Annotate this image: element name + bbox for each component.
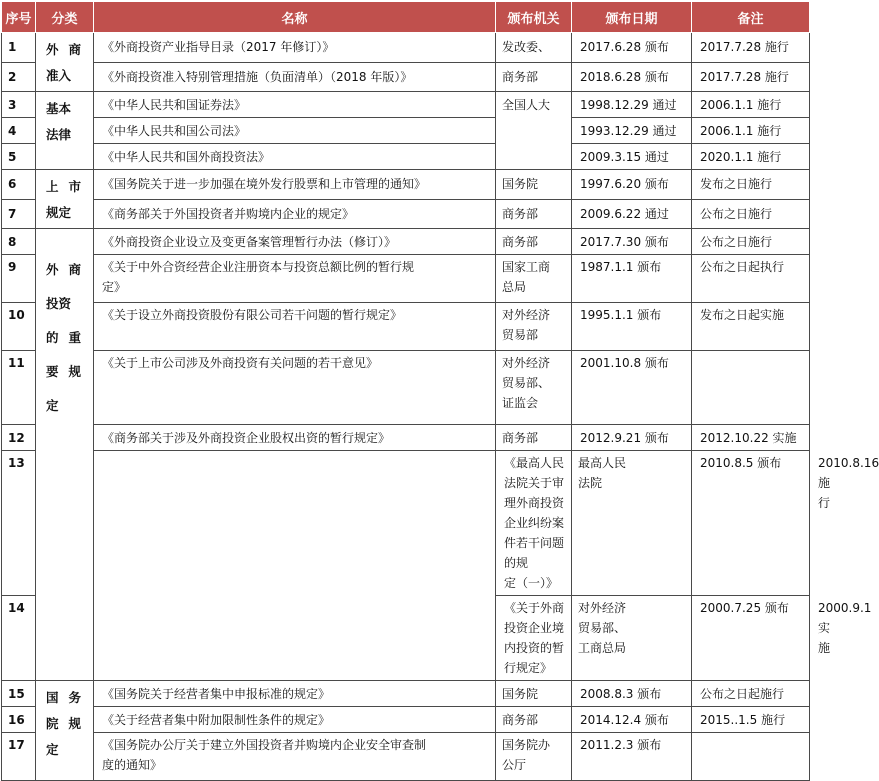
regulation-name: 《外商投资产业指导目录（2017 年修订）》 (94, 33, 496, 63)
table-row (2, 199, 810, 229)
name-line: 《最高人民法院关于审理外商投资企业纠纷案件若干问题的规 (504, 456, 565, 570)
row-number: 3 (2, 92, 36, 118)
header-agency: 颁布机关 (496, 2, 572, 33)
regulation-name: 《外商投资企业设立及变更备案管理暂行办法（修订）》 (94, 229, 496, 255)
remark: 公布之日施行 (692, 199, 810, 229)
table-row (2, 118, 810, 144)
issuing-agency (572, 451, 692, 596)
agency-line: 对外经济 (502, 308, 551, 322)
category-char: 商 (68, 42, 81, 57)
category-char: 基本 (46, 101, 72, 116)
issuing-agency: 商务部 (496, 229, 572, 255)
agency-line: 证监会 (502, 396, 539, 410)
regulation-name: 《关于经营者集中附加限制性条件的规定》 (94, 707, 496, 733)
issuing-agency: 商务部 (496, 425, 572, 451)
row-number: 4 (2, 118, 36, 144)
name-line: 定》 (102, 280, 127, 294)
issuing-agency: 商务部 (496, 707, 572, 733)
issue-date: 2011.2.3 颁布 (572, 733, 692, 781)
issue-date: 1998.12.29 通过 (572, 92, 692, 118)
row-number: 9 (2, 255, 36, 303)
category-char: 定 (46, 742, 59, 757)
issue-date: 2009.3.15 通过 (572, 144, 692, 170)
remark: 公布之日起执行 (692, 255, 810, 303)
table-row (2, 229, 810, 255)
issue-date: 2014.12.4 颁布 (572, 707, 692, 733)
regulation-name: 《外商投资准入特别管理措施（负面清单）（2018 年版）》 (94, 62, 496, 92)
issue-date: 2017.7.30 颁布 (572, 229, 692, 255)
regulation-name: 《中华人民共和国公司法》 (94, 118, 496, 144)
issue-date: 1987.1.1 颁布 (572, 255, 692, 303)
issuing-agency: 国务院 (496, 681, 572, 707)
remark: 2017.7.28 施行 (692, 33, 810, 63)
table-row (2, 733, 810, 781)
category-char: 重 (68, 330, 81, 345)
table-row (2, 33, 810, 63)
row-number: 14 (2, 596, 36, 681)
category-char: 规定 (46, 205, 72, 220)
agency-line: 贸易部 (502, 328, 539, 342)
remark: 2012.10.22 实施 (692, 425, 810, 451)
header-date: 颁布日期 (572, 2, 692, 33)
header-note: 备注 (692, 2, 810, 33)
row-number: 17 (2, 733, 36, 781)
table-row (2, 707, 810, 733)
regulation-name (496, 451, 572, 596)
header-no: 序号 (2, 2, 36, 33)
remark: 发布之日起实施 (692, 303, 810, 351)
remark: 2017.7.28 施行 (692, 62, 810, 92)
table-row (2, 62, 810, 92)
category-char: 要 (46, 364, 59, 379)
row-number: 7 (2, 199, 36, 229)
agency-line: 最高人民 (578, 456, 627, 470)
remark: 2015..1.5 施行 (692, 707, 810, 733)
issue-date: 2001.10.8 颁布 (572, 351, 692, 425)
agency-line: 国家工商 (502, 260, 551, 274)
row-number: 12 (2, 425, 36, 451)
row-number: 5 (2, 144, 36, 170)
row-number: 10 (2, 303, 36, 351)
table-row (2, 144, 810, 170)
category-cell (36, 229, 94, 681)
header-name: 名称 (94, 2, 496, 33)
regulation-name (94, 255, 496, 303)
agency-line: 总局 (502, 280, 527, 294)
issuing-agency (496, 255, 572, 303)
agency-line: 对外经济 (502, 356, 551, 370)
remark: 2020.1.1 施行 (692, 144, 810, 170)
category-char: 务 (68, 690, 81, 705)
row-number: 8 (2, 229, 36, 255)
name-line: 度的通知》 (102, 758, 163, 772)
regulation-name (94, 733, 496, 781)
agency-line: 法院 (578, 476, 603, 490)
category-char: 外 (46, 42, 59, 57)
name-line: 《关于中外合资经营企业注册资本与投资总额比例的暂行规 (102, 260, 415, 274)
agency-line: 国务院办 (502, 738, 551, 752)
issuing-agency (496, 303, 572, 351)
remark: 发布之日施行 (692, 170, 810, 200)
remark (692, 351, 810, 425)
regulation-name: 《关于设立外商投资股份有限公司若干问题的暂行规定》 (94, 303, 496, 351)
table-row: 13 《最高人民法院关于审理外商投资企业纠纷案件若干问题的规 定（一）》 最高人民 法院 2010.8.5 颁布 2010.8.16 施行 (2, 451, 810, 596)
regulation-name: 《商务部关于外国投资者并购境内企业的规定》 (94, 199, 496, 229)
issue-date: 2008.8.3 颁布 (572, 681, 692, 707)
remark: 2006.1.1 施行 (692, 118, 810, 144)
category-char: 准入 (46, 68, 72, 83)
row-number: 2 (2, 62, 36, 92)
agency-line: 对外经济 (578, 601, 627, 615)
table-row (2, 681, 810, 707)
row-number: 1 (2, 33, 36, 63)
name-line: 《国务院办公厅关于建立外国投资者并购境内企业安全审查制 (102, 738, 427, 752)
table-row (2, 303, 810, 351)
category-char: 上 (46, 179, 59, 194)
issue-date: 2000.7.25 颁布 (692, 596, 810, 681)
category-char: 商 (68, 262, 81, 277)
issuing-agency (572, 596, 692, 681)
agency-line: 贸易部、 (502, 376, 551, 390)
category-cell (36, 92, 94, 170)
agency-line: 公厅 (502, 758, 527, 772)
table-row (2, 351, 810, 425)
issuing-agency: 商务部 (496, 62, 572, 92)
issue-date: 2009.6.22 通过 (572, 199, 692, 229)
table-row (2, 425, 810, 451)
category-char: 院 (46, 716, 59, 731)
category-cell (94, 451, 496, 681)
regulation-name: 《关于上市公司涉及外商投资有关问题的若干意见》 (94, 351, 496, 425)
issuing-agency: 发改委、 (496, 33, 572, 63)
category-cell (36, 170, 94, 229)
issuing-agency: 商务部 (496, 199, 572, 229)
issuing-agency (496, 733, 572, 781)
row-number: 11 (2, 351, 36, 425)
table-row (2, 170, 810, 200)
regulation-name: 《商务部关于涉及外商投资企业股权出资的暂行规定》 (94, 425, 496, 451)
issuing-agency (496, 351, 572, 425)
regulation-name: 《国务院关于经营者集中申报标准的规定》 (94, 681, 496, 707)
regulation-name: 《中华人民共和国外商投资法》 (94, 144, 496, 170)
row-number: 6 (2, 170, 36, 200)
row-number: 13 (2, 451, 36, 596)
remark: 2006.1.1 施行 (692, 92, 810, 118)
table-row: 14 《关于外商投资企业境内投资的暂行规定》 对外经济 贸易部、 工商总局 2000.7.25 颁布 2000.9.1 实施 (2, 596, 810, 681)
issue-date: 2010.8.5 颁布 (692, 451, 810, 596)
issue-date: 1993.12.29 通过 (572, 118, 692, 144)
issue-date: 1997.6.20 颁布 (572, 170, 692, 200)
remark (692, 733, 810, 781)
issuing-agency: 全国人大 (496, 92, 572, 170)
category-cell (36, 33, 94, 92)
row-number: 15 (2, 681, 36, 707)
table-row (2, 255, 810, 303)
remark: 公布之日起施行 (692, 681, 810, 707)
header-row (2, 2, 810, 33)
header-category: 分类 (36, 2, 94, 33)
category-char: 规 (68, 716, 81, 731)
category-char: 定 (46, 398, 59, 413)
remark: 公布之日施行 (692, 229, 810, 255)
category-cell (36, 681, 94, 781)
regulation-name: 《关于外商投资企业境内投资的暂行规定》 (496, 596, 572, 681)
category-char: 外 (46, 262, 59, 277)
regulation-name: 《中华人民共和国证券法》 (94, 92, 496, 118)
table-row (2, 92, 810, 118)
category-char: 投资 (46, 296, 72, 311)
regulation-name: 《国务院关于进一步加强在境外发行股票和上市管理的通知》 (94, 170, 496, 200)
row-number: 16 (2, 707, 36, 733)
issue-date: 1995.1.1 颁布 (572, 303, 692, 351)
name-line: 定（一）》 (504, 576, 559, 590)
issue-date: 2018.6.28 颁布 (572, 62, 692, 92)
category-char: 法律 (46, 127, 72, 142)
issue-date: 2017.6.28 颁布 (572, 33, 692, 63)
issue-date: 2012.9.21 颁布 (572, 425, 692, 451)
category-char: 市 (68, 179, 81, 194)
category-char: 国 (46, 690, 59, 705)
category-char: 规 (68, 364, 81, 379)
agency-line: 工商总局 (578, 641, 627, 655)
issuing-agency: 国务院 (496, 170, 572, 200)
agency-line: 贸易部、 (578, 621, 627, 635)
category-char: 的 (46, 330, 59, 345)
regulations-table (1, 1, 879, 781)
